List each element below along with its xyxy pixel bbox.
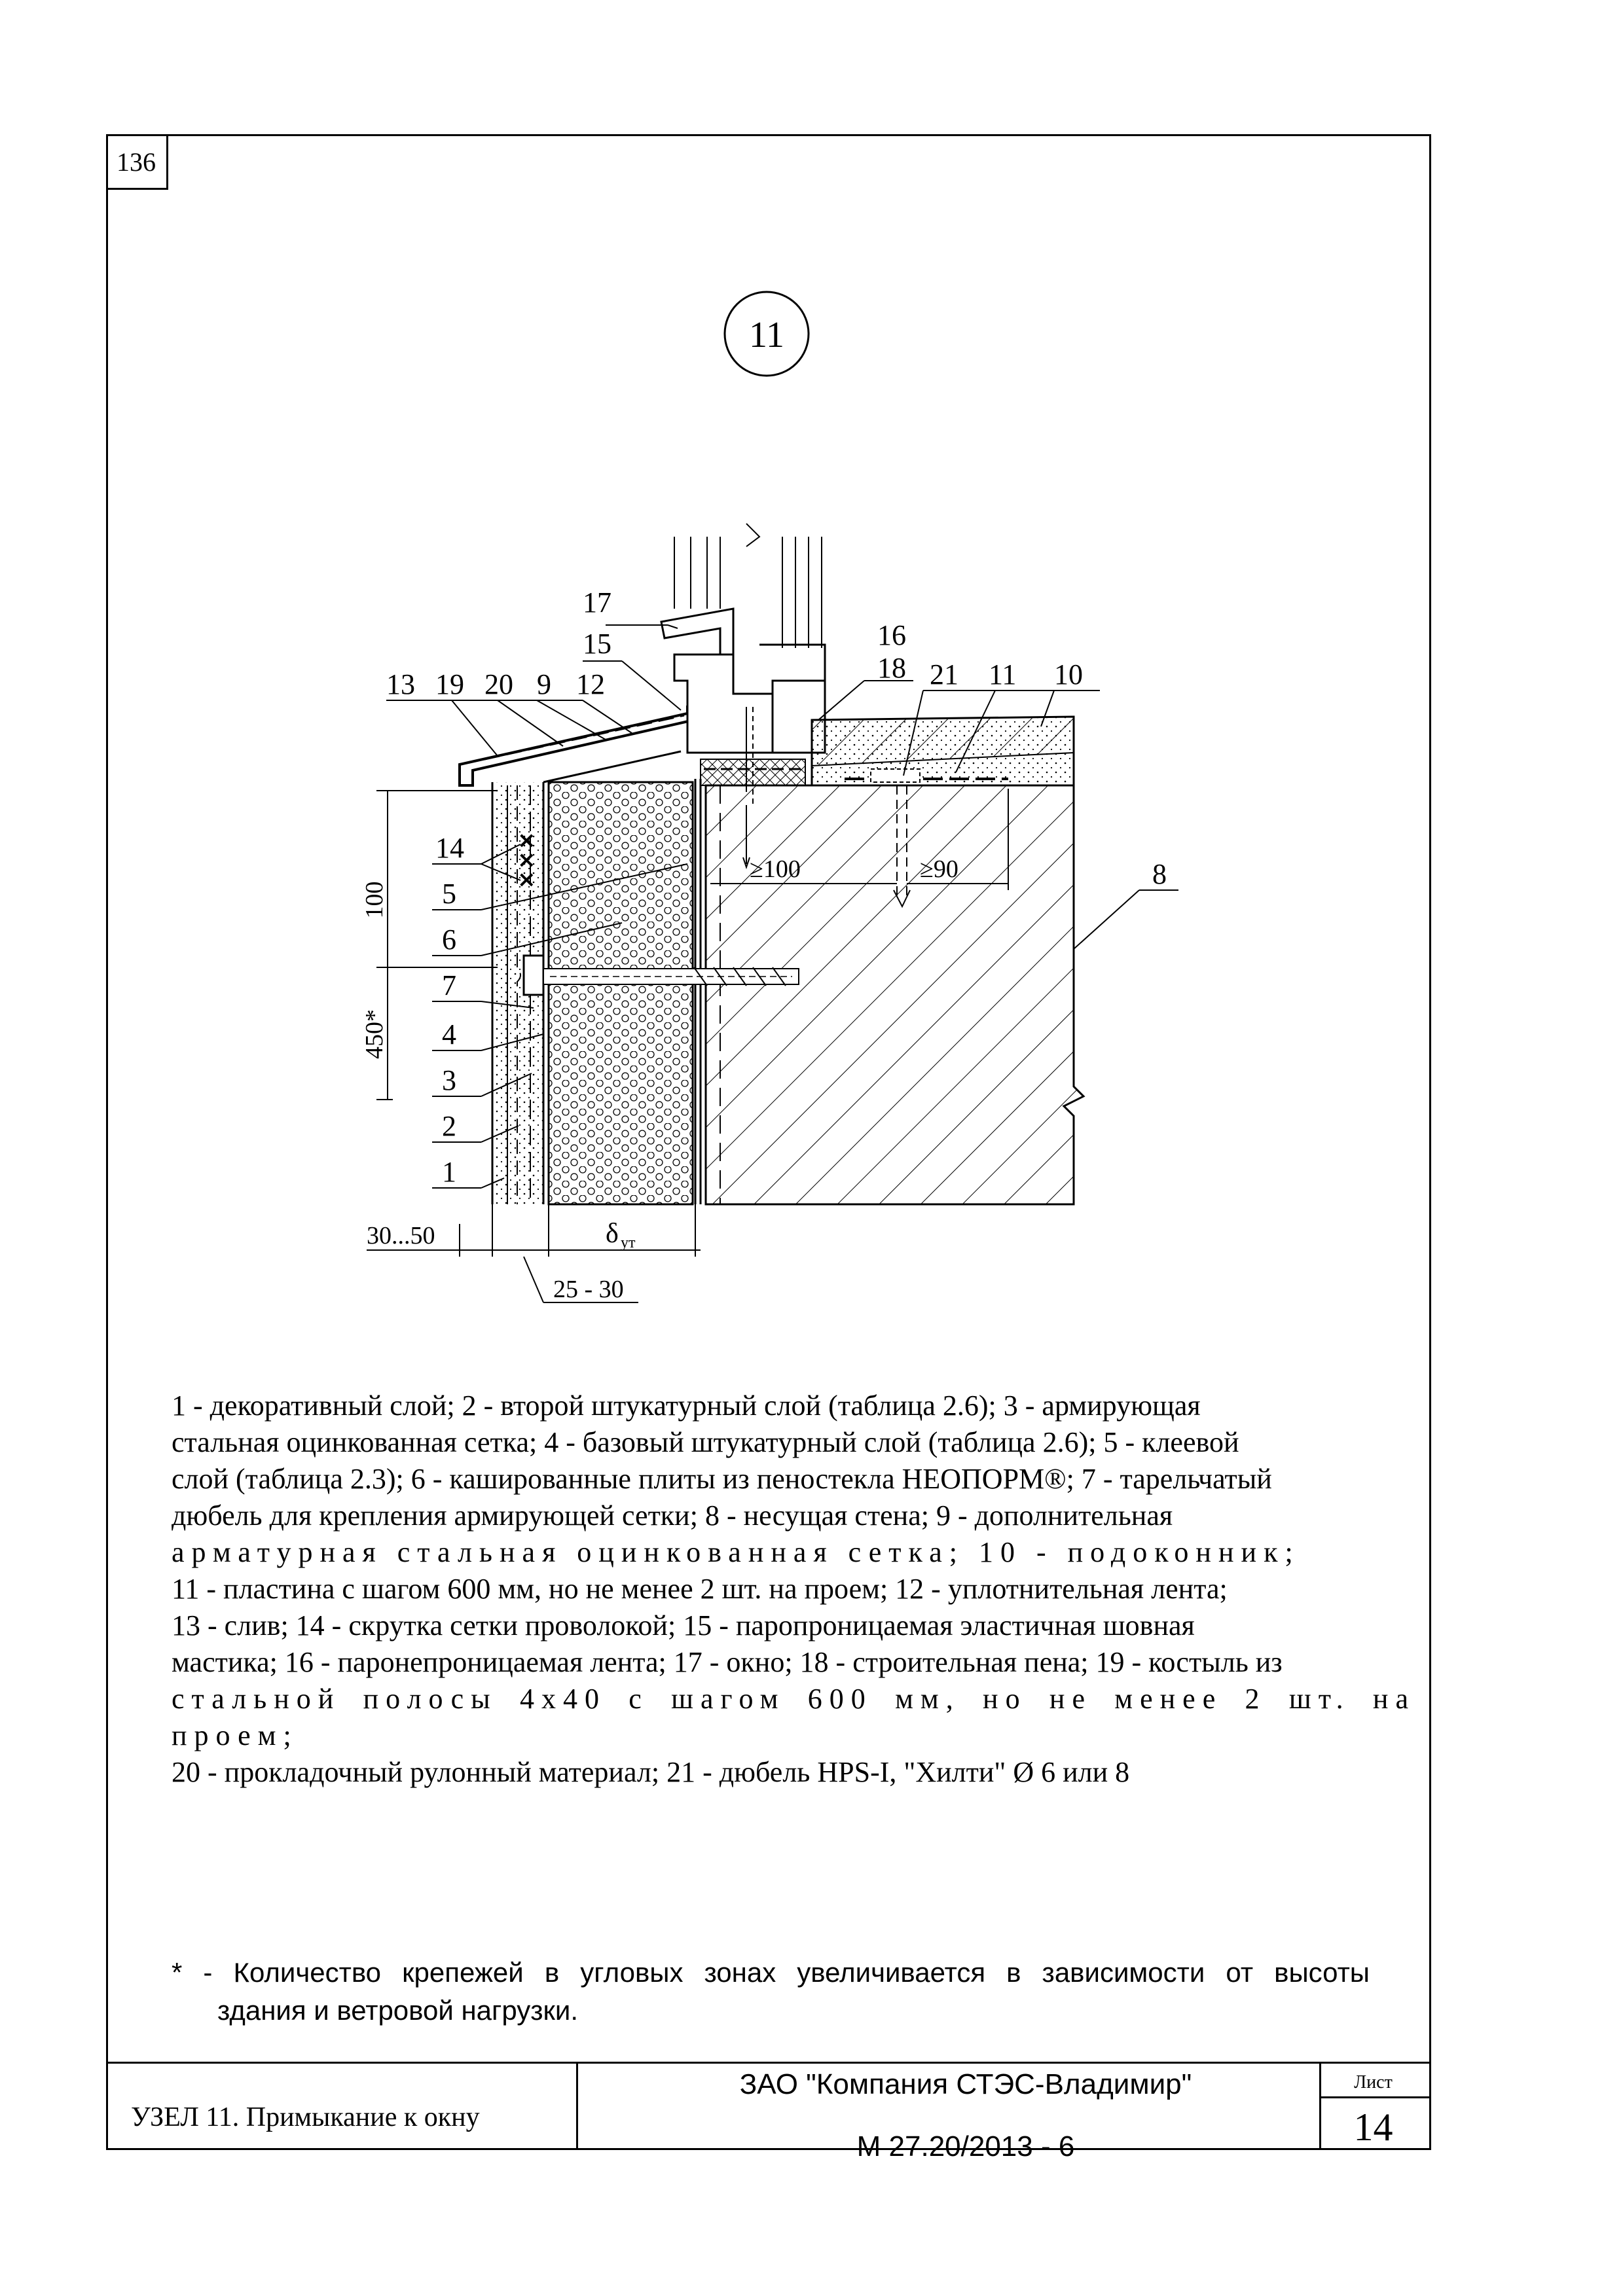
callout-3: 3: [442, 1064, 456, 1096]
callout-15: 15: [583, 628, 611, 660]
legend-line: стальная оцинкованная сетка; 4 - базовый штукатурный слой (таблица 2.6); 5 - клеевой: [172, 1426, 1239, 1458]
callout-20: 20: [484, 668, 513, 700]
legend-line: слой (таблица 2.3); 6 - кашированные плиты из пеностекла НЕОПОРМ®; 7 - тарельчатый: [172, 1463, 1272, 1495]
bearing-wall: [706, 785, 1084, 1204]
callout-21: 21: [930, 658, 958, 691]
sheet-number: 14: [1353, 2106, 1393, 2149]
callout-9: 9: [537, 668, 551, 700]
title-block-top-border: [106, 2062, 1431, 2064]
sill-flashing: [460, 707, 694, 785]
callout-17: 17: [583, 586, 611, 619]
legend-line: дюбель для крепления армирующей сетки; 8 - несущая стена; 9 - дополнительная: [172, 1499, 1173, 1532]
legend-line: 11 - пластина с шагом 600 мм, но не менее 2 шт. на проем; 12 - уплотнительная лента;: [172, 1573, 1228, 1605]
dim-30-50: 30...50: [367, 1222, 435, 1249]
callout-2: 2: [442, 1110, 456, 1142]
callout-11: 11: [989, 658, 1017, 691]
callout-19: 19: [435, 668, 464, 700]
callout-14: 14: [435, 832, 464, 864]
dim-100-vertical: 100: [361, 881, 388, 919]
callout-12: 12: [576, 668, 605, 700]
organization-name: ЗАО "Компания СТЭС-Владимир": [739, 2068, 1192, 2100]
legend: [172, 1388, 1415, 1791]
callout-1: 1: [442, 1156, 456, 1188]
callout-18: 18: [877, 652, 906, 684]
dim-450: 450*: [361, 1009, 388, 1059]
svg-text:×: ×: [517, 847, 536, 873]
detail-number: 11: [749, 315, 784, 355]
callout-10: 10: [1054, 658, 1083, 691]
legend-line: мастика; 16 - паронепроницаемая лента; 17 - окно; 18 - строительная пена; 19 - костыль из: [172, 1646, 1283, 1678]
legend-line: 20 - прокладочный рулонный материал; 21 - дюбель HPS-I, "Хилти" Ø 6 или 8: [172, 1756, 1130, 1788]
mounting-foam: [701, 759, 805, 785]
document-code: М 27.20/2013 - 6: [856, 2130, 1075, 2162]
callout-8: 8: [1152, 858, 1167, 890]
dim-insulation-sub: ут: [621, 1234, 636, 1251]
dim-25-30: 25 - 30: [553, 1276, 624, 1303]
svg-text:×: ×: [517, 827, 536, 853]
callout-13: 13: [386, 668, 415, 700]
page-number: 136: [106, 134, 168, 190]
callout-5: 5: [442, 878, 456, 910]
dim-90: ≥90: [920, 855, 958, 883]
dim-insulation-main: δ: [606, 1219, 619, 1249]
legend-line: 13 - слив; 14 - скрутка сетки проволокой; 15 - паропроницаемая эластичная шовная: [172, 1609, 1195, 1641]
drawing-title: УЗЕЛ 11. Примыкание к окну: [131, 2102, 480, 2132]
callout-4: 4: [442, 1018, 456, 1050]
legend-line: 1 - декоративный слой; 2 - второй штукатурный слой (таблица 2.6); 3 - армирующая: [172, 1390, 1201, 1422]
insulation-boards: [549, 782, 693, 1204]
legend-line: арматурная стальная оцинкованная сетка; 10 - подоконник;: [172, 1536, 1300, 1568]
legend-line: стальной полосы 4х40 с шагом 600 мм, но не менее 2 шт. на проем;: [172, 1683, 1415, 1751]
title-block-divider-1: [576, 2062, 578, 2150]
svg-text:×: ×: [517, 867, 536, 893]
footnote-line-1: * - Количество крепежей в угловых зонах увеличивается в зависимости от высоты: [172, 1957, 1370, 1988]
dim-100-horizontal: ≥100: [750, 855, 801, 883]
footnote-line-2: здания и ветровой нагрузки.: [217, 1995, 579, 2026]
sheet-label: Лист: [1354, 2072, 1393, 2092]
callout-6: 6: [442, 924, 456, 956]
footnote: [172, 1954, 1370, 2030]
callout-16: 16: [877, 619, 906, 651]
callout-7: 7: [442, 969, 456, 1001]
